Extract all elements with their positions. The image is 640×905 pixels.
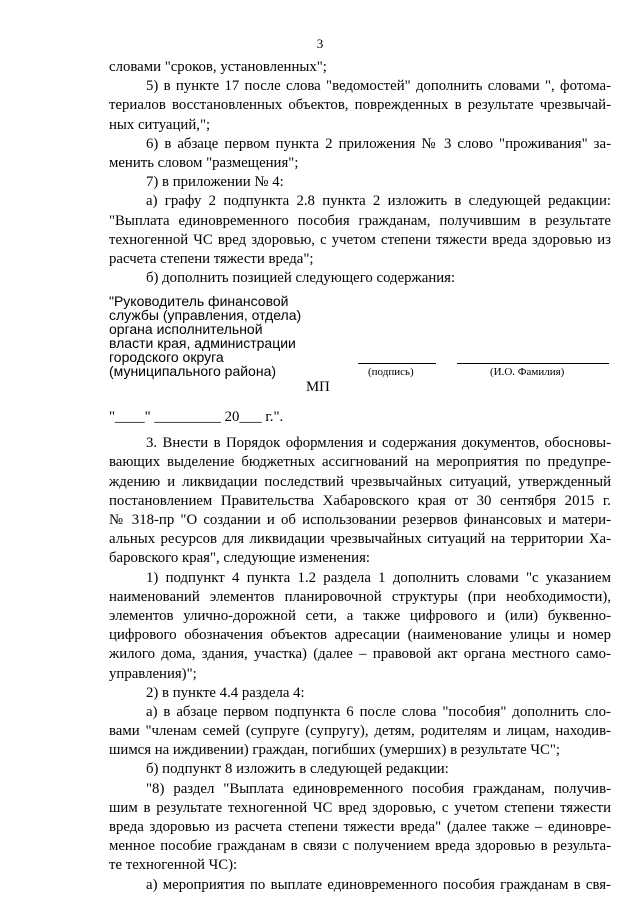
text-line: териалов восстановленных объектов, поврежденных в результате чрезвычай- [109,97,611,114]
text-line: б) подпункт 8 изложить в следующей редакции: [146,761,449,778]
text-line: а) графу 2 подпункта 2.8 пункта 2 изложить в следующей редакции: [146,193,611,210]
text-line: менное пособие гражданам в связи с получением вреда здоровью в результа- [109,838,611,855]
text-line: а) мероприятия по выплате единовременного пособия гражданам в свя- [146,876,611,893]
text-line: шимся на иждивении) граждан, погибших (умерших) в результате ЧС"; [109,742,560,759]
text-line: расчета степени тяжести вреда"; [109,250,314,267]
text-line: 5) в пункте 17 после слова "ведомостей" дополнить словами ", фотома- [146,78,611,95]
signatory-line: органа исполнительной [109,321,263,338]
text-line: менить словом "размещения"; [109,154,299,171]
text-line: словами "сроков, установленных"; [109,59,327,75]
text-line: те техногенной ЧС): [109,857,238,874]
text-line: вреда здоровью из расчета степени тяжести вреда" (далее также – единовре- [109,819,611,835]
text-line: "Выплата единовременного пособия гражданам, получившим в результате [109,212,611,229]
text-line: ных ситуаций,"; [109,116,211,133]
text-line: элементов улично-дорожной сети, а также цифрового и (или) буквенно- [109,607,611,624]
paragraph-block-1 [109,58,611,288]
name-underline [457,363,609,364]
text-line: ждению и ликвидации последствий чрезвычайных ситуаций, утвержденный [109,473,611,490]
text-line: постановлением Правительства Хабаровского края от 30 сентября 2015 г. [109,492,611,509]
text-line: жилого дома, здания, участка) (далее – правовой акт органа местного само- [109,646,611,663]
text-line: б) дополнить позицией следующего содержания: [146,270,456,287]
text-line: техногенной ЧС вред здоровью, с учетом степени тяжести вреда здоровью из [109,231,611,248]
text-line: 1) подпункт 4 пункта 1.2 раздела 1 дополнить словами "с указанием [146,569,611,586]
signatory-line: (муниципального района) [109,363,277,380]
text-line: баровского края", следующие изменения: [109,550,371,567]
text-line: 2) в пункте 4.4 раздела 4: [146,684,305,701]
signatory-line: "Руководитель финансовой [109,293,289,310]
text-line: а) в абзаце первом подпункта 6 после слова "пособия" дополнить сло- [146,703,611,720]
signatory-line: службы (управления, отдела) [109,307,302,324]
signature-underline [358,363,436,364]
date-line: "____" _________ 20___ г.". [109,409,284,426]
text-line: цифрового обозначения объектов адресации (наименование улицы и номер [109,627,611,644]
document-body [109,58,611,895]
signature-block [109,293,611,380]
text-line: 6) в абзаце первом пункта 2 приложения № 3 слово "проживания" за- [146,135,611,152]
name-caption: (И.О. Фамилия) [490,366,565,379]
text-line: № 318-пр "О создании и об использовании резервов финансовых и матери- [109,512,611,528]
text-line: шим в результате техногенной ЧС вред здоровью, с учетом степени тяжести [109,799,611,816]
text-line: "8) раздел "Выплата единовременного пособия гражданам, получив- [146,780,611,797]
page-number: 3 [316,36,324,51]
text-line: вающих выделение бюджетных ассигнований на мероприятия по предупре- [109,454,611,471]
text-line: альных ресурсов для ликвидации чрезвычайных ситуаций на территории Ха- [109,531,611,548]
signatory-line: городского округа [109,349,224,366]
text-line: наименований элементов планировочной структуры (при необходимости), [109,588,611,605]
signatory-line: власти края, администрации [109,335,296,352]
stamp-label: МП [306,379,330,396]
text-line: 7) в приложении № 4: [146,174,284,191]
paragraph-block-2 [109,434,611,895]
text-line: 3. Внести в Порядок оформления и содержания документов, обосновы- [146,435,611,452]
text-line: управления)"; [109,665,197,682]
stamp-place [109,376,611,400]
text-line: вами "членам семей (супруге (супругу), детям, родителям и лицам, находив- [109,723,611,740]
signature-caption: (подпись) [368,366,414,379]
